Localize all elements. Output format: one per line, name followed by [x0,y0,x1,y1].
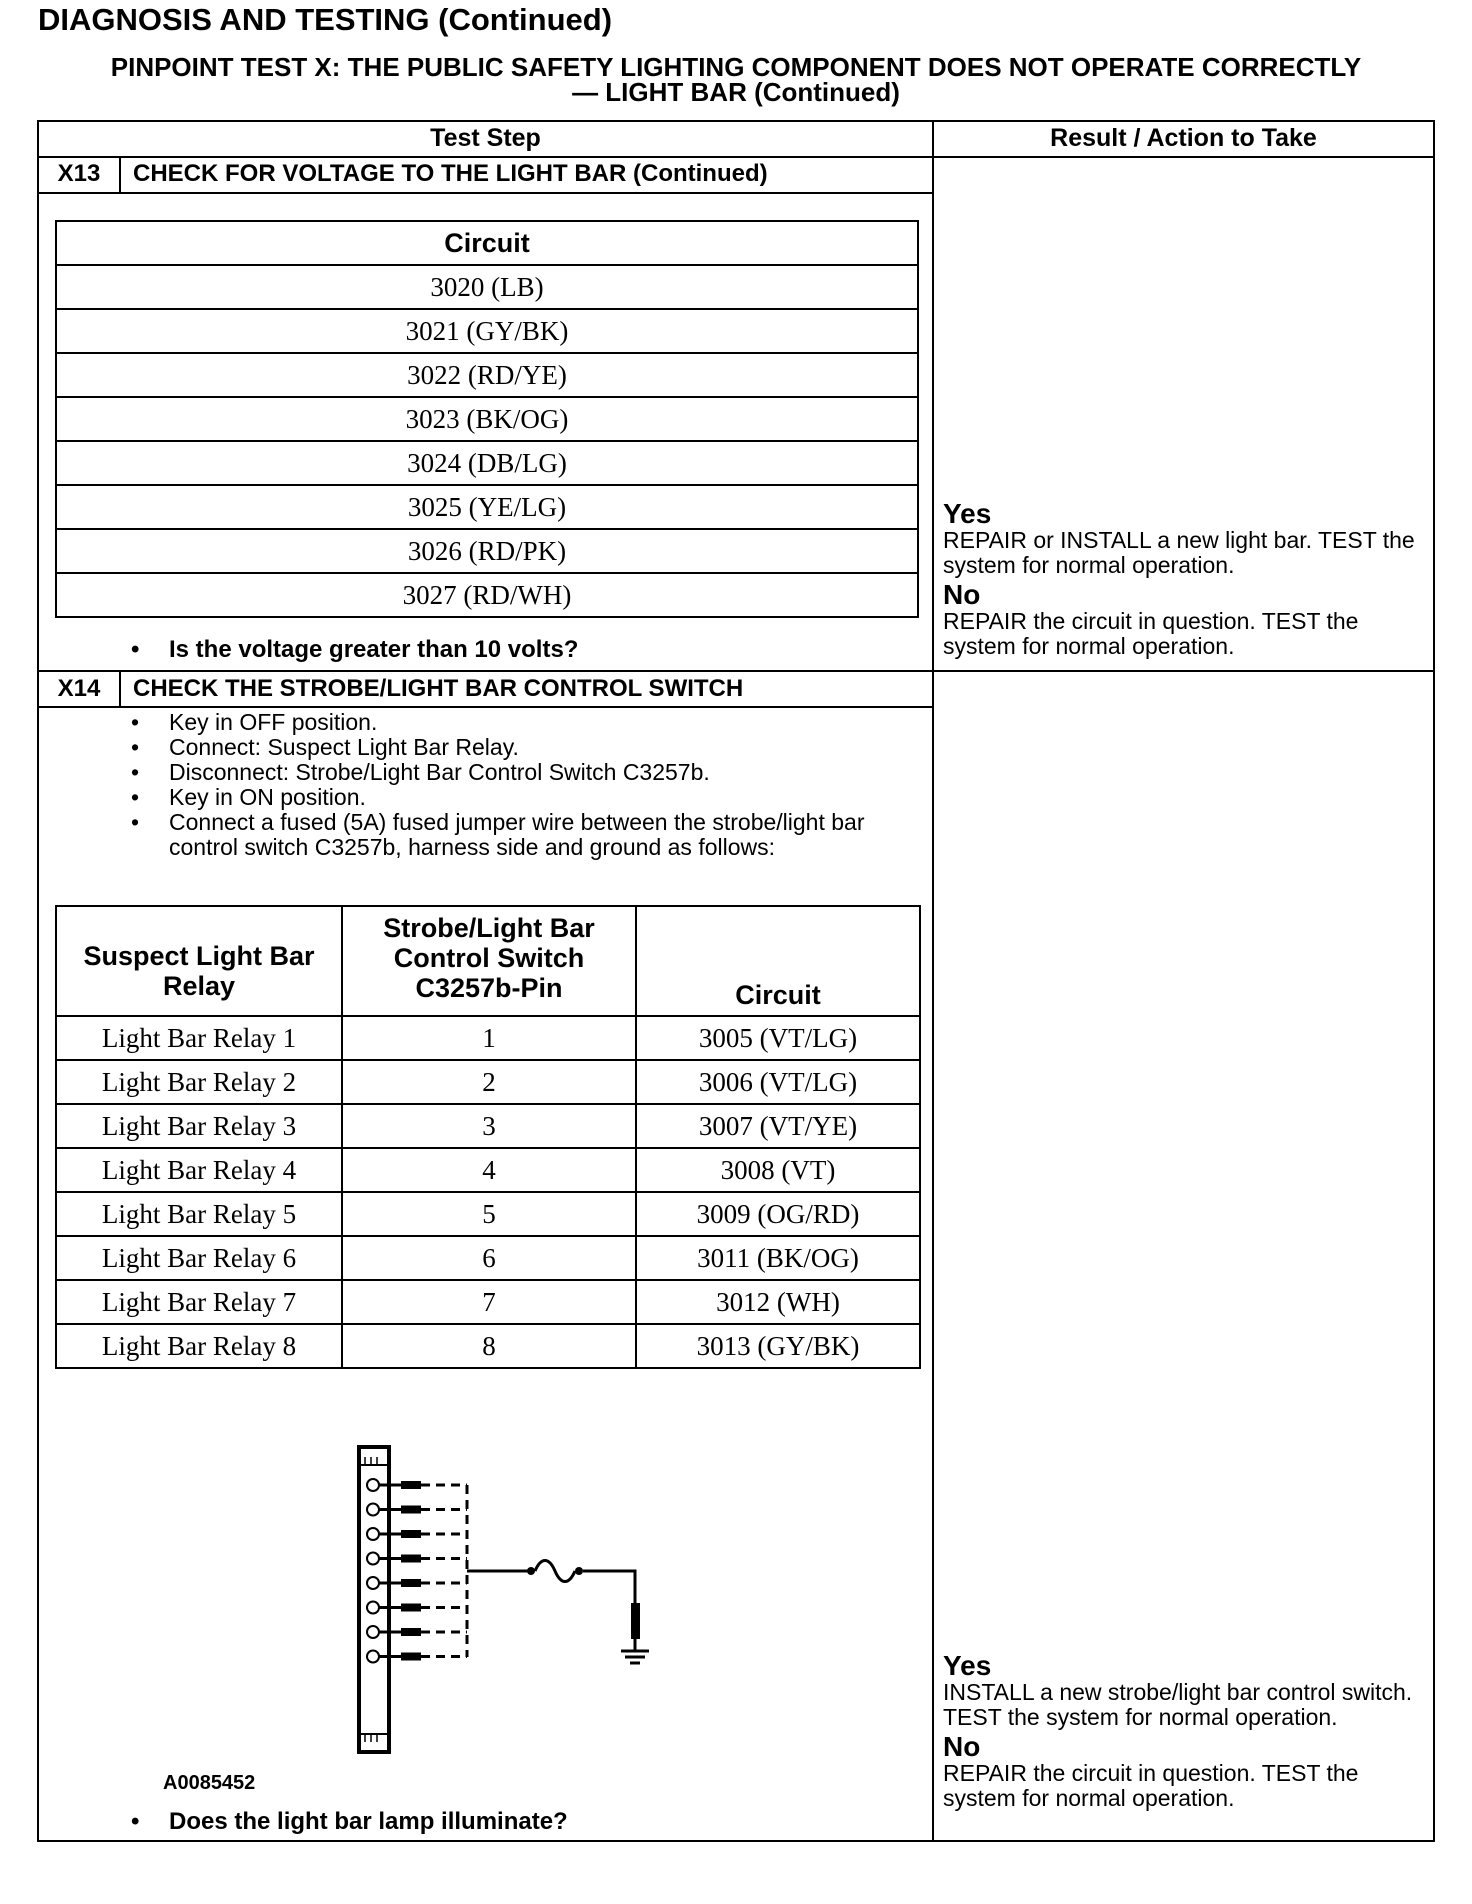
pin-cell: 4 [342,1148,636,1192]
pin-cell: 1 [342,1016,636,1060]
x14-yes-label: Yes [943,1650,992,1681]
x14-id-divider [119,670,121,706]
ground-lead [583,1571,635,1605]
instruction-item: • Key in ON position. [129,785,909,810]
test-title-line-1: PINPOINT TEST X: THE PUBLIC SAFETY LIGHTING COMPONENT DOES NOT OPERATE CORRECTLY [110,52,1362,82]
x14-title-rule [39,706,932,708]
circuit-cell: 3026 (RD/PK) [56,529,918,573]
circuit-cell: 3023 (BK/OG) [56,397,918,441]
circuit-row [56,397,918,441]
result-header: Result / Action to Take [1050,124,1317,152]
circuit-cell: 3020 (LB) [56,265,918,309]
x14-relay-table [55,905,921,1369]
pin-cell: 5 [342,1192,636,1236]
header-rule [39,156,1433,158]
x14-step-title: CHECK THE STROBE/LIGHT BAR CONTROL SWITCH [133,675,744,702]
x14-no-text: REPAIR the circuit in question. TEST the system for normal operation. [943,1760,1359,1811]
circuit-cell: 3008 (VT) [636,1148,920,1192]
connector-c3257b-icon [359,1447,389,1752]
relay-row [56,1280,920,1324]
x13-result [943,500,1423,659]
diagnostic-table [37,120,1435,1842]
relay-row [56,1148,920,1192]
x13-question: • Is the voltage greater than 10 volts? [129,636,578,664]
x13-yes-text: REPAIR or INSTALL a new light bar. TEST the system for normal operation. [943,527,1415,578]
circuit-cell: 3027 (RD/WH) [56,573,918,617]
circuit-row [56,265,918,309]
probe-icon [631,1603,640,1639]
circuit-row [56,309,918,353]
relay-column-header: Suspect Light Bar Relay [56,906,342,1016]
relay-cell: Light Bar Relay 3 [56,1104,342,1148]
circuit-row [56,353,918,397]
x14-instructions [129,710,909,860]
jumper-wire-diagram [329,1437,709,1757]
relay-cell: Light Bar Relay 2 [56,1060,342,1104]
circuit-cell: 3024 (DB/LG) [56,441,918,485]
x14-result [943,1652,1423,1811]
relay-cell: Light Bar Relay 6 [56,1236,342,1280]
circuit-cell: 3022 (RD/YE) [56,353,918,397]
x13-step-id: X13 [57,160,101,187]
x14-yes-text: INSTALL a new strobe/light bar control switch. TEST the system for normal operation. [943,1679,1413,1730]
pin-column-header: Strobe/Light Bar Control Switch C3257b-Pin [342,906,636,1016]
x13-circuit-table [55,220,919,618]
pin-cell: 6 [342,1236,636,1280]
instruction-item: • Connect a fused (5A) fused jumper wire between the strobe/light bar control switch C3257b, harness side and ground as follows: [129,810,909,860]
circuit-cell: 3005 (VT/LG) [636,1016,920,1060]
x13-no-text: REPAIR the circuit in question. TEST the system for normal operation. [943,608,1359,659]
circuit-cell: 3025 (YE/LG) [56,485,918,529]
pin-cell: 7 [342,1280,636,1324]
test-title-line-2: — LIGHT BAR (Continued) [572,77,900,107]
x13-no-label: No [943,579,981,610]
circuit-header: Circuit [56,221,918,265]
relay-cell: Light Bar Relay 4 [56,1148,342,1192]
figure-code: A0085452 [163,1772,256,1794]
x14-step-id: X14 [57,675,101,702]
circuit-cell: 3007 (VT/YE) [636,1104,920,1148]
circuit-cell: 3009 (OG/RD) [636,1192,920,1236]
relay-row [56,1236,920,1280]
instruction-item: • Disconnect: Strobe/Light Bar Control Switch C3257b. [129,760,909,785]
relay-row [56,1104,920,1148]
relay-row [56,1192,920,1236]
relay-cell: Light Bar Relay 5 [56,1192,342,1236]
x13-yes-label: Yes [943,498,992,529]
pin-cell: 2 [342,1060,636,1104]
x14-question: • Does the light bar lamp illuminate? [129,1808,568,1836]
circuit-row [56,573,918,617]
relay-row [56,1016,920,1060]
fuse-icon [527,1561,583,1582]
circuit-cell: 3011 (BK/OG) [636,1236,920,1280]
x13-id-divider [119,156,121,192]
pinpoint-test-title [36,52,1436,107]
circuit-row [56,529,918,573]
relay-cell: Light Bar Relay 8 [56,1324,342,1368]
relay-cell: Light Bar Relay 1 [56,1016,342,1060]
instruction-item: • Key in OFF position. [129,710,909,735]
relay-cell: Light Bar Relay 7 [56,1280,342,1324]
relay-row [56,1324,920,1368]
relay-row [56,1060,920,1104]
test-step-header: Test Step [430,124,541,152]
x13-step-title: CHECK FOR VOLTAGE TO THE LIGHT BAR (Continued) [133,160,768,187]
circuit-column-header: Circuit [636,906,920,1016]
step-separator [39,670,1433,672]
circuit-cell: 3012 (WH) [636,1280,920,1324]
ground-icon [621,1639,649,1663]
x13-title-rule [39,192,932,194]
circuit-cell: 3006 (VT/LG) [636,1060,920,1104]
page-title: DIAGNOSIS AND TESTING (Continued) [38,2,613,37]
circuit-cell: 3021 (GY/BK) [56,309,918,353]
circuit-row [56,485,918,529]
column-divider [932,122,934,1840]
pin-cell: 8 [342,1324,636,1368]
circuit-row [56,441,918,485]
circuit-cell: 3013 (GY/BK) [636,1324,920,1368]
pin-cell: 3 [342,1104,636,1148]
instruction-item: • Connect: Suspect Light Bar Relay. [129,735,909,760]
x14-no-label: No [943,1731,981,1762]
